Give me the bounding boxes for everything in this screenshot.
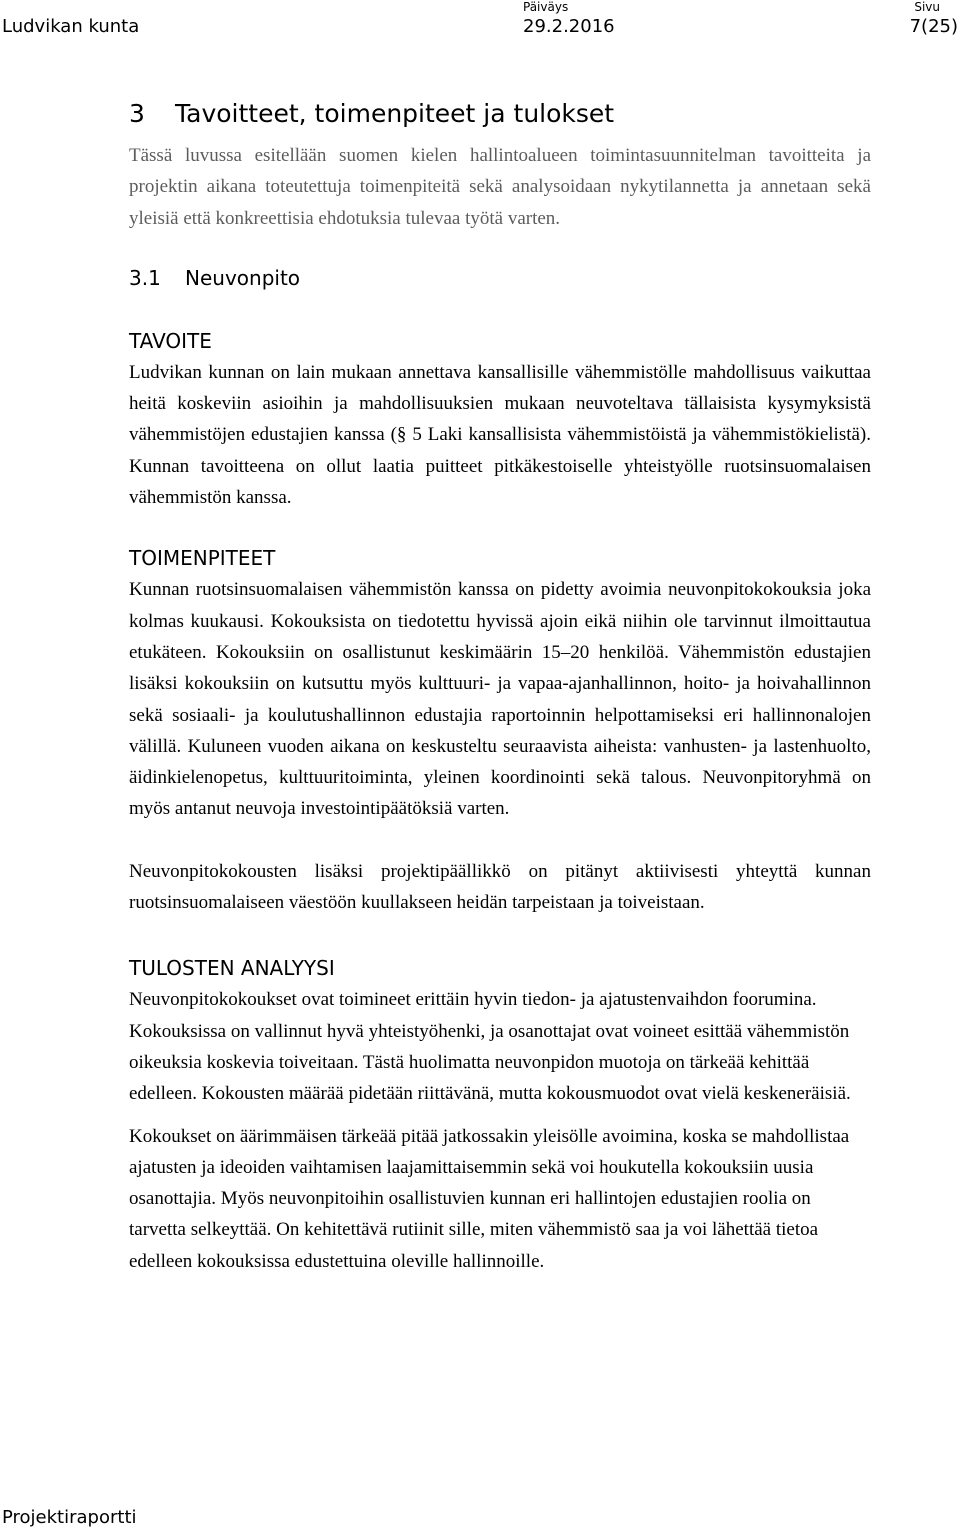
subsection-title: Neuvonpito [185, 265, 301, 290]
page-header [0, 0, 960, 44]
section-heading [129, 96, 871, 132]
section-intro: Tässä luvussa esitellään suomen kielen hallintoalueen toimintasuunnitelman tavoitteita ja projektin aikana toteutettuja toimenpiteitä sekä analysoidaan nykytilannetta ja annetaan sekä yleisiä että konkreettisia ehdotuksia tulevaa työtä varten. [129, 145, 871, 229]
date-caption: Päiväys [523, 0, 569, 14]
page-caption: Sivu [914, 0, 940, 14]
date-value: 29.2.2016 [523, 16, 615, 37]
document-body [129, 96, 871, 1277]
page-number: 7(25) [909, 16, 958, 37]
actions-paragraph: Neuvonpitokokousten lisäksi projektipäällikkö on pitänyt aktiivisesti yhteyttä kunnan ruotsinsuomalaiseen väestöön kuullakseen heidän tarpeistaan ja toiveistaan. [129, 860, 871, 914]
analysis-paragraph: Neuvonpitokokoukset ovat toimineet erittäin hyvin tiedon- ja ajatustenvaihdon foorumina. Kokouksissa on vallinnut hyvä yhteistyöhenki, ja osanottajat ovat voineet esittää vähemmistön oikeuksia koskevia toiveitaan. Tästä huolimatta neuvonpidon muotoja on tärkeää kehittää edelleen. Kokousten määrää pidetään riittävänä, mutta kokousmuodot ovat vielä keskeneräisiä. [129, 989, 851, 1105]
subsection-heading [129, 263, 871, 293]
footer-label: Projektiraportti [2, 1507, 137, 1528]
actions-paragraph: Kunnan ruotsinsuomalaisen vähemmistön kanssa on pidetty avoimia neuvonpitokokouksia joka kolmas kuukausi. Kokouksista on tiedotettu hyvissä ajoin eikä niihin ole tarvinnut ilmoittautua etukäteen. Kokouksiin on osallistunut keskimäärin 15–20 henkilöä. Vähemmistön edustajien lisäksi kokouksiin on kutsuttu myös kulttuuri- ja vapaa-ajanhallinnon, hoito- ja hoivahallinnon sekä sosiaali- ja koulutushallinnon edustajia raportoinnin helpottamiseksi eri hallinnonalojen välillä. Kuluneen vuoden aikana on keskusteltu seuraavista aiheista: vanhusten- ja lastenhuolto, äidinkielenopetus, kulttuuritoiminta, yleinen koordinointi sekä talous. Neuvonpitoryhmä on myös antanut neuvoja investointipäätöksiä varten. [129, 579, 871, 820]
section-title: Tavoitteet, toimenpiteet ja tulokset [175, 99, 615, 128]
analysis-heading: TULOSTEN ANALYYSI [129, 956, 335, 981]
analysis-paragraph: Kokoukset on äärimmäisen tärkeää pitää jatkossakin yleisölle avoimina, koska se mahdollistaa ajatusten ja ideoiden vaihtamisen laajamittaisemmin sekä voi houkutella kokouksiin uusia osanottajia. Myös neuvonpitoihin osallistuvien kunnan eri hallintojen edustajien roolia on tarvetta selkeyttää. On kehitettävä rutiinit sille, miten vähemmistö saa ja voi lähettää tietoa edelleen kokouksissa edustettuina oleville hallinnoille. [129, 1125, 850, 1272]
goal-heading: TAVOITE [129, 328, 212, 353]
subsection-number: 3.1 [129, 265, 161, 290]
goal-text: Ludvikan kunnan on lain mukaan annettava kansallisille vähemmistölle mahdollisuus vaikuttaa heitä koskeviin asioihin ja mahdollisuuksien mukaan neuvoteltava tällaisista kysymyksistä vähemmistöjen edustajien kanssa (§ 5 Laki kansallisista vähemmistöistä ja vähemmistökielistä). Kunnan tavoitteena on ollut laatia puitteet pitkäkestoiselle yhteistyölle ruotsinsuomalaisen vähemmistön kanssa. [129, 361, 871, 509]
section-number: 3 [129, 99, 145, 128]
organization-name: Ludvikan kunta [2, 16, 140, 37]
actions-heading: TOIMENPITEET [129, 546, 276, 571]
